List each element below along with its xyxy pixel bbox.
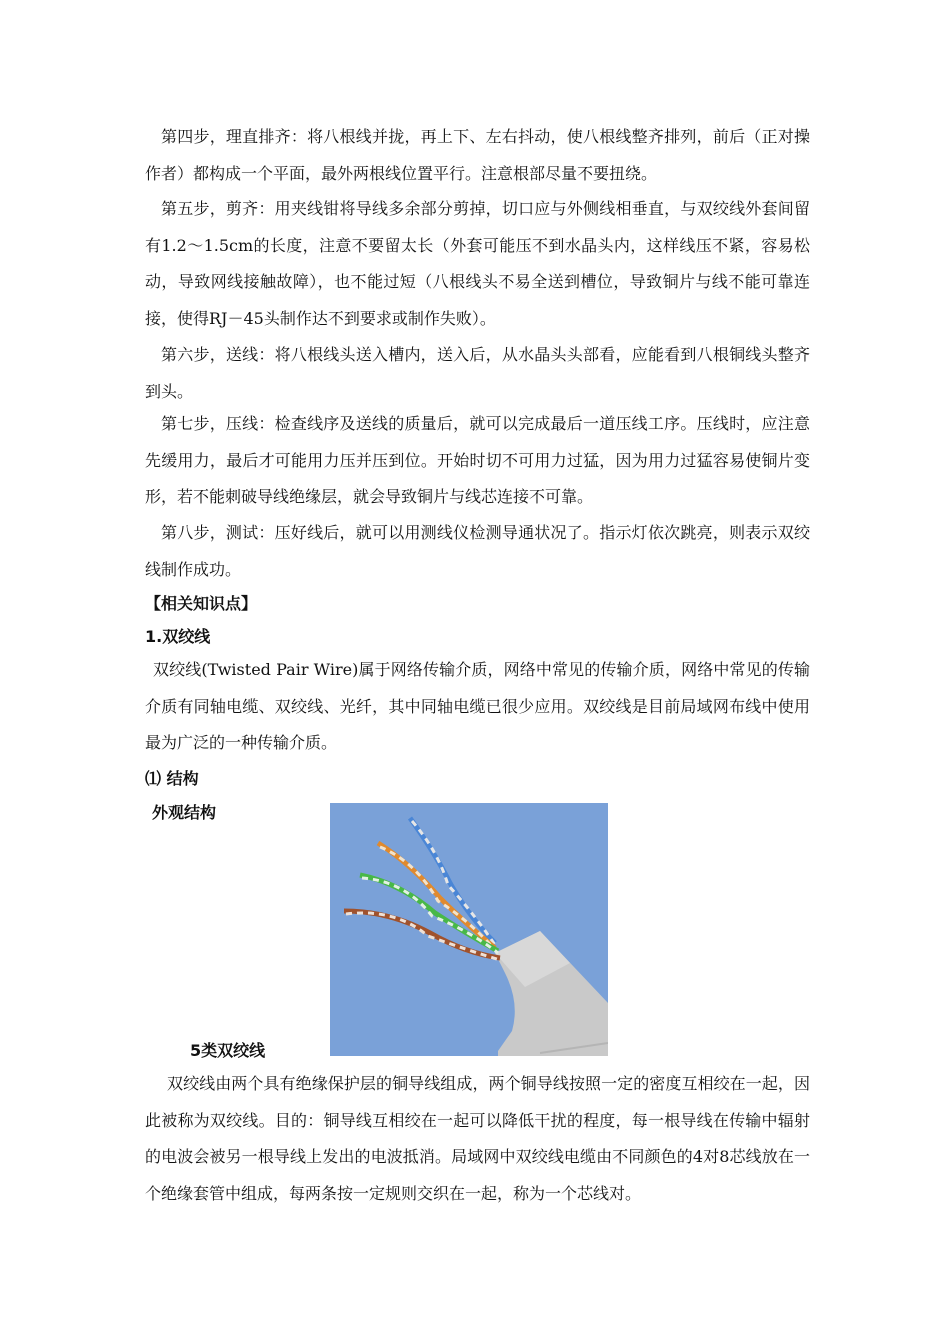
cable-photo <box>330 803 608 1056</box>
step4-paragraph: 第四步，理直排齐：将八根线并拢，再上下、左右抖动，使八根线整齐排列，前后（正对操作者）都构成一个平面，最外两根线位置平行。注意根部尽量不要扭绕。 <box>145 127 810 183</box>
step5-paragraph: 第五步，剪齐：用夹线钳将导线多余部分剪掉，切口应与外侧线相垂直，与双绞线外套间留有1.2～1.5cm的长度，注意不要留太长（外套可能压不到水晶头内，这样线压不紧，容易松动，导致网线接触故障），也不能过短（八根线头不易全送到槽位，导致铜片与线不能可靠连接，使得RJ－45头制作达不到要求或制作失败）。 <box>145 199 810 328</box>
intro-paragraph: 双绞线(Twisted Pair Wire)属于网络传输介质，网络中常见的传输介质，网络中常见的传输介质有同轴电缆、双绞线、光纤，其中同轴电缆已很少应用。双绞线是目前局域网布线中使用最为广泛的一种传输介质。 <box>145 660 810 752</box>
description-paragraph: 双绞线由两个具有绝缘保护层的铜导线组成，两个铜导线按照一定的密度互相绞在一起，因此被称为双绞线。目的：铜导线互相绞在一起可以降低干扰的程度，每一根导线在传输中辐射的电波会被另一根导线上发出的电波抵消。局域网中双绞线电缆由不同颜色的4对8芯线放在一个绝缘套管中组成，每两条按一定规则交织在一起，称为一个芯线对。 <box>145 1074 810 1203</box>
step8-paragraph: 第八步，测试：压好线后，就可以用测线仪检测导通状况了。指示灯依次跳亮，则表示双绞线制作成功。 <box>145 523 810 579</box>
structure-heading: ⑴ 结构 <box>145 769 199 788</box>
appearance-heading: 外观结构 <box>152 803 217 822</box>
twisted-pair-heading: 1.双绞线 <box>145 627 211 646</box>
step7-paragraph: 第七步，压线：检查线序及送线的质量后，就可以完成最后一道压线工序。压线时，应注意先缓用力，最后才可能用力压并压到位。开始时切不可用力过猛，因为用力过猛容易使铜片变形，若不能刺破导线绝缘层，就会导致铜片与线芯连接不可靠。 <box>145 414 810 506</box>
figure-caption: 5类双绞线 <box>190 1041 266 1060</box>
step6-paragraph: 第六步，送线：将八根线头送入槽内，送入后，从水晶头头部看，应能看到八根铜线头整齐到头。 <box>145 345 810 401</box>
knowledge-heading: 【相关知识点】 <box>145 594 258 613</box>
